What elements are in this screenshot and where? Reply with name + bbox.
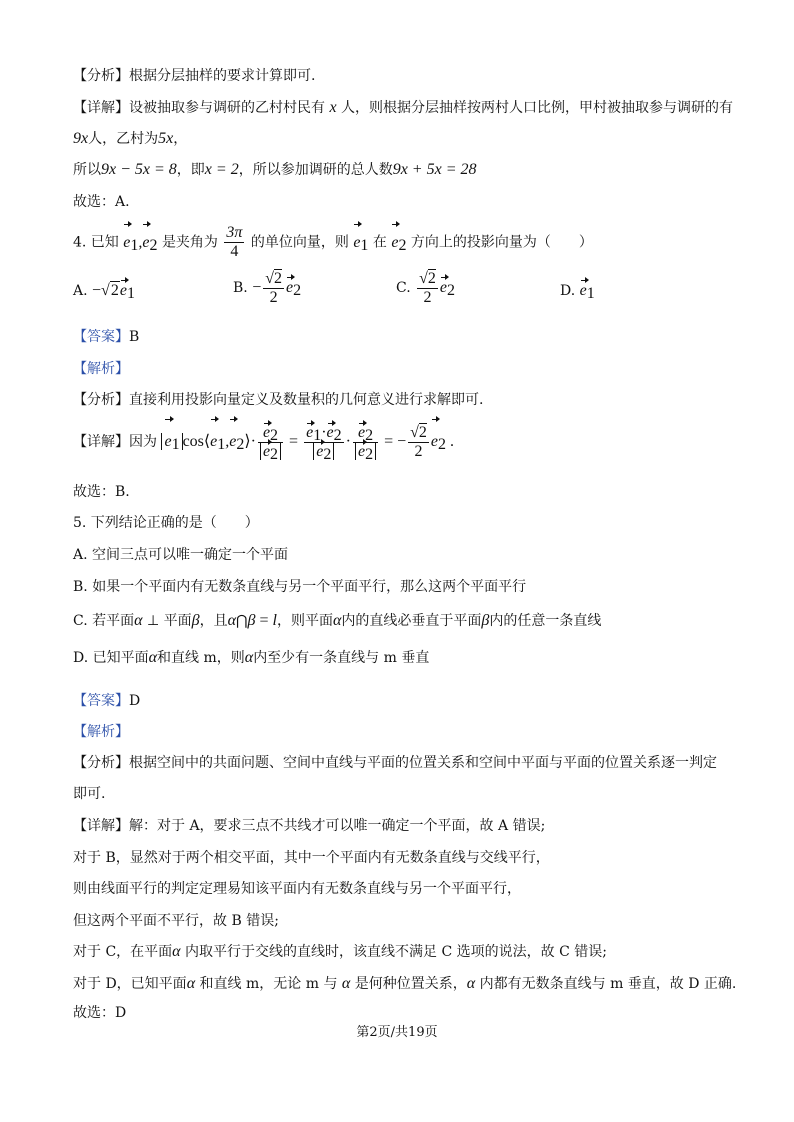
detail-text: 所以 [73, 162, 101, 178]
q3-analysis [73, 66, 315, 86]
q5-option-b: B. 如果一个平面内有无数条直线与另一个平面平行，那么这两个平面平行 [73, 579, 527, 595]
stem-text: 的单位向量，则 [250, 234, 349, 251]
analysis-text: 根据分层抽样的要求计算即可. [129, 68, 316, 84]
q3-detail-line1 [73, 98, 733, 118]
detail-text: 和直线 m，无论 m 与 [199, 976, 338, 992]
detail-text: ， [173, 131, 188, 147]
q5-detail-line5: 对于 C，在平面α 内取平行于交线的直线时，该直线不满足 C 选项的说法，故 C 错误; [73, 943, 607, 960]
q4-option-b [233, 270, 301, 307]
stem-text: 方向上的投影向量为（ ） [410, 234, 593, 251]
q5-answer [73, 691, 140, 711]
page-footer: 第2页/共19页 [356, 1025, 438, 1040]
fraction-numerator: 3π [226, 224, 243, 241]
answer-value: D [129, 693, 141, 709]
q4-option-a [73, 281, 135, 301]
q5-detail-line3: 则由线面平行的判定定理易知该平面内有无数条直线与另一个平面平行， [73, 881, 521, 897]
q3-detail-line3 [73, 160, 477, 180]
option-text: ，则平面 [276, 613, 333, 629]
option-text: 和直线 m，则 [157, 650, 245, 666]
detail-tag: 【详解】 [73, 434, 129, 450]
analysis-tag: 【分析】 [73, 755, 129, 771]
math-5x: 5x [158, 130, 174, 147]
option-a-math: $-√2e_1$ [92, 282, 135, 302]
option-label: C. [396, 280, 411, 297]
option-text: D. 已知平面 [73, 650, 149, 666]
option-label: B. [233, 280, 248, 297]
q5-parse-tag: 【解析】 [73, 724, 129, 740]
option-text: 内的任意一条直线 [489, 613, 602, 629]
detail-text: 解：对于 A，要求三点不共线才可以唯一确定一个平面，故 A 错误; [129, 818, 546, 834]
fraction-denominator: 4 [230, 243, 239, 260]
q4-option-d [560, 281, 595, 301]
q5-analysis-line2: 即可. [73, 786, 106, 802]
analysis-text: 直接利用投影向量定义及数量积的几何意义进行求解即可. [129, 392, 484, 408]
stem-text: 在 [372, 234, 387, 251]
q3-detail-line2 [73, 129, 187, 149]
detail-text: 设被抽取参与调研的乙村村民有 [129, 100, 325, 116]
math-9x: 9x [73, 130, 89, 147]
option-text: 内的直线必垂直于平面 [341, 613, 482, 629]
option-label: D. [560, 283, 576, 299]
math-e1-e2: $e_1,e_2$ [123, 234, 157, 251]
detail-text: 人，则根据分层抽样按两村人口比例，甲村被抽取参与调研的有 [341, 100, 734, 116]
q5-analysis-line1 [73, 753, 717, 773]
option-label: A. [73, 283, 88, 299]
math-x: x [329, 99, 337, 116]
answer-tag: 【答案】 [73, 693, 129, 709]
q5-option-a: A. 空间三点可以唯一确定一个平面 [73, 547, 289, 563]
answer-tag: 【答案】 [73, 329, 129, 345]
q5-detail-line4: 但这两个平面不平行，故 B 错误; [73, 913, 279, 929]
detail-text: 是何种位置关系， [354, 976, 467, 992]
detail-text: ，所以参加调研的总人数 [238, 162, 393, 178]
q4-stem [73, 224, 593, 261]
math-e1: $e_1$ [353, 234, 368, 251]
q5-option-d: D. 已知平面α和直线 m，则α内至少有一条直线与 m 垂直 [73, 649, 430, 666]
q3-choose: 故选：A. [73, 194, 130, 210]
fraction-angle [224, 224, 244, 261]
option-text: C. 若平面 [73, 613, 135, 629]
q5-stem: 5. 下列结论正确的是（ ） [73, 515, 259, 531]
q5-detail-line6: 对于 D，已知平面α 和直线 m，无论 m 与 α 是何种位置关系，α 内都有无数条直线与 m 垂直，故 D 正确. [73, 975, 737, 992]
detail-text: 对于 D，已知平面 [73, 976, 187, 992]
detail-tag: 【详解】 [73, 100, 129, 116]
q4-parse-tag: 【解析】 [73, 361, 129, 377]
math-e2: $e_2$ [391, 234, 406, 251]
detail-text: 因为 [129, 434, 157, 450]
option-text: 内至少有一条直线与 m 垂直 [253, 650, 430, 666]
q4-answer [73, 327, 139, 347]
option-text: 平面 [163, 613, 192, 629]
stem-text: 是夹角为 [161, 234, 218, 251]
analysis-text: 根据空间中的共面问题、空间中直线与平面的位置关系和空间中平面与平面的位置关系逐一判定 [129, 755, 717, 771]
math-equation: 9x − 5x = 8 [101, 161, 177, 178]
option-d-math: $e_1$ [579, 282, 595, 302]
answer-value: B [129, 329, 140, 345]
option-c-math: $\frac{√2}{2}$ $e_2$ [419, 270, 456, 306]
analysis-tag: 【分析】 [73, 392, 129, 408]
q5-detail-line1 [73, 816, 545, 836]
detail-tag: 【详解】 [73, 818, 129, 834]
detail-text: 人，乙村为 [88, 131, 159, 147]
projection-formula: $e_1$ $\cos⟨e_1,e_2⟩\cdot$ $\frac{e_2}{e_2}$ = $\frac{e_1\cdot e_2}{e_2}$ · $\frac{e_2}{e_2}$ = − $\frac{√2}{2}$ $e_2$ . [161, 433, 454, 450]
q4-choose: 故选：B. [73, 484, 130, 500]
q4-option-c [396, 270, 455, 307]
q5-choose: 故选：D [73, 1005, 127, 1021]
detail-text: 内取平行于交线的直线时，该直线不满足 C 选项的说法，故 C 错误; [185, 944, 607, 960]
q5-detail-line2: 对于 B，显然对于两个相交平面，其中一个平面内有无数条直线与交线平行， [73, 850, 550, 866]
math-equation: x = 2 [204, 161, 239, 178]
option-b-math: − $\frac{√2}{2}$ $e_2$ [252, 270, 302, 306]
detail-text: 对于 C，在平面 [73, 944, 173, 960]
q5-option-c: C. 若平面α ⊥ 平面β，且α⋂β = l，则平面α内的直线必垂直于平面β内的任意一条直线 [73, 612, 602, 629]
q4-detail [73, 420, 454, 464]
stem-text: 4. 已知 [73, 234, 119, 251]
math-equation: 9x + 5x = 28 [392, 161, 477, 178]
detail-text: ，即 [176, 162, 205, 178]
analysis-tag: 【分析】 [73, 68, 129, 84]
detail-text: 内都有无数条直线与 m 垂直，故 D 正确. [479, 976, 737, 992]
option-text: ，且 [199, 613, 228, 629]
q4-analysis [73, 390, 483, 410]
